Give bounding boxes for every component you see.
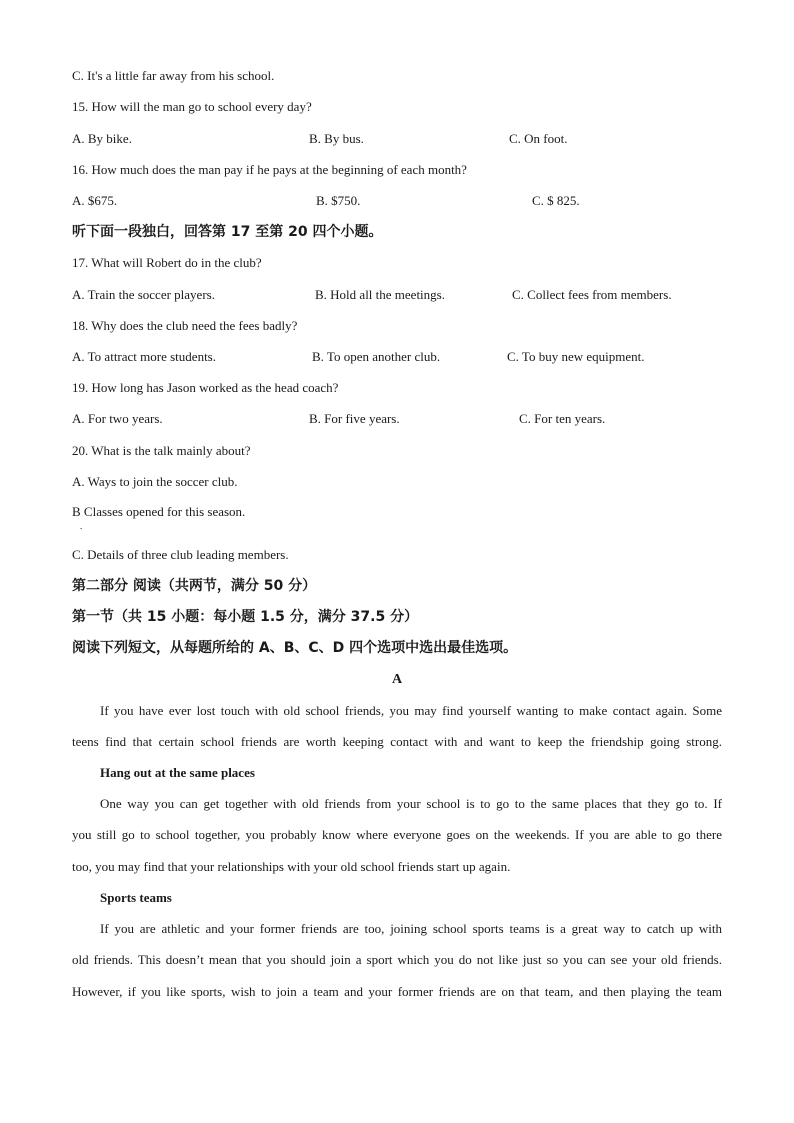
passage-p2-line3: too, you may find that your relationships with your old school friends start up again.: [72, 859, 511, 874]
reading-instruction: 阅读下列短文，从每题所给的 A、B、C、D 四个选项中选出最佳选项。: [72, 640, 518, 656]
q17-option-b: B. Hold all the meetings.: [315, 287, 445, 302]
subheading-hang-out: Hang out at the same places: [100, 765, 255, 780]
q18-option-a: A. To attract more students.: [72, 349, 216, 364]
question-16: 16. How much does the man pay if he pays at the beginning of each month?: [72, 162, 467, 177]
q19-option-a: A. For two years.: [72, 411, 163, 426]
stray-dot: .: [80, 521, 83, 531]
q20-option-b: B Classes opened for this season.: [72, 504, 246, 519]
part-two-heading: 第二部分 阅读（共两节，满分 50 分）: [72, 578, 317, 594]
q15-option-b: B. By bus.: [309, 131, 364, 146]
q20-option-c: C. Details of three club leading members.: [72, 547, 289, 562]
q19-option-b: B. For five years.: [309, 411, 400, 426]
q18-option-c: C. To buy new equipment.: [507, 349, 645, 364]
q16-option-c: C. $ 825.: [532, 193, 580, 208]
question-20: 20. What is the talk mainly about?: [72, 443, 251, 458]
passage-p2-line1: One way you can get together with old friends from your school is to go to the same places that they go to. If: [100, 796, 722, 811]
passage-p3-line1: If you are athletic and your former friends are too, joining school sports teams is a great way to catch up with: [100, 921, 722, 936]
q18-option-b: B. To open another club.: [312, 349, 441, 364]
monologue-instruction: 听下面一段独白，回答第 17 至第 20 四个小题。: [72, 224, 383, 240]
passage-letter: A: [391, 672, 403, 687]
q14-option-c: C. It's a little far away from his school.: [72, 68, 275, 83]
q17-option-a: A. Train the soccer players.: [72, 287, 215, 302]
subheading-sports-teams: Sports teams: [100, 890, 172, 905]
q20-option-a: A. Ways to join the soccer club.: [72, 474, 238, 489]
question-19: 19. How long has Jason worked as the head coach?: [72, 380, 339, 395]
passage-p2-line2: you still go to school together, you probably know where everyone goes on the weekends. If you are able to go there: [72, 827, 722, 842]
question-15: 15. How will the man go to school every day?: [72, 99, 312, 114]
question-18: 18. Why does the club need the fees badly?: [72, 318, 298, 333]
passage-p1-line1: If you have ever lost touch with old school friends, you may find yourself wanting to make contact again. Some: [100, 703, 722, 718]
q16-option-a: A. $675.: [72, 193, 118, 208]
question-17: 17. What will Robert do in the club?: [72, 255, 262, 270]
section-one-heading: 第一节（共 15 小题：每小题 1.5 分，满分 37.5 分）: [72, 609, 419, 625]
q17-option-c: C. Collect fees from members.: [512, 287, 672, 302]
q19-option-c: C. For ten years.: [519, 411, 606, 426]
passage-p3-line2: old friends. This doesn’t mean that you should join a sport which you do not like just so you can see your old friends.: [72, 952, 722, 967]
passage-p3-line3: However, if you like sports, wish to join a team and your former friends are on that team, and then playing the team: [72, 984, 722, 999]
q15-option-a: A. By bike.: [72, 131, 132, 146]
passage-p1-line2: teens find that certain school friends are worth keeping contact with and want to keep the friendship going strong.: [72, 734, 722, 749]
q15-option-c: C. On foot.: [509, 131, 568, 146]
q16-option-b: B. $750.: [316, 193, 361, 208]
